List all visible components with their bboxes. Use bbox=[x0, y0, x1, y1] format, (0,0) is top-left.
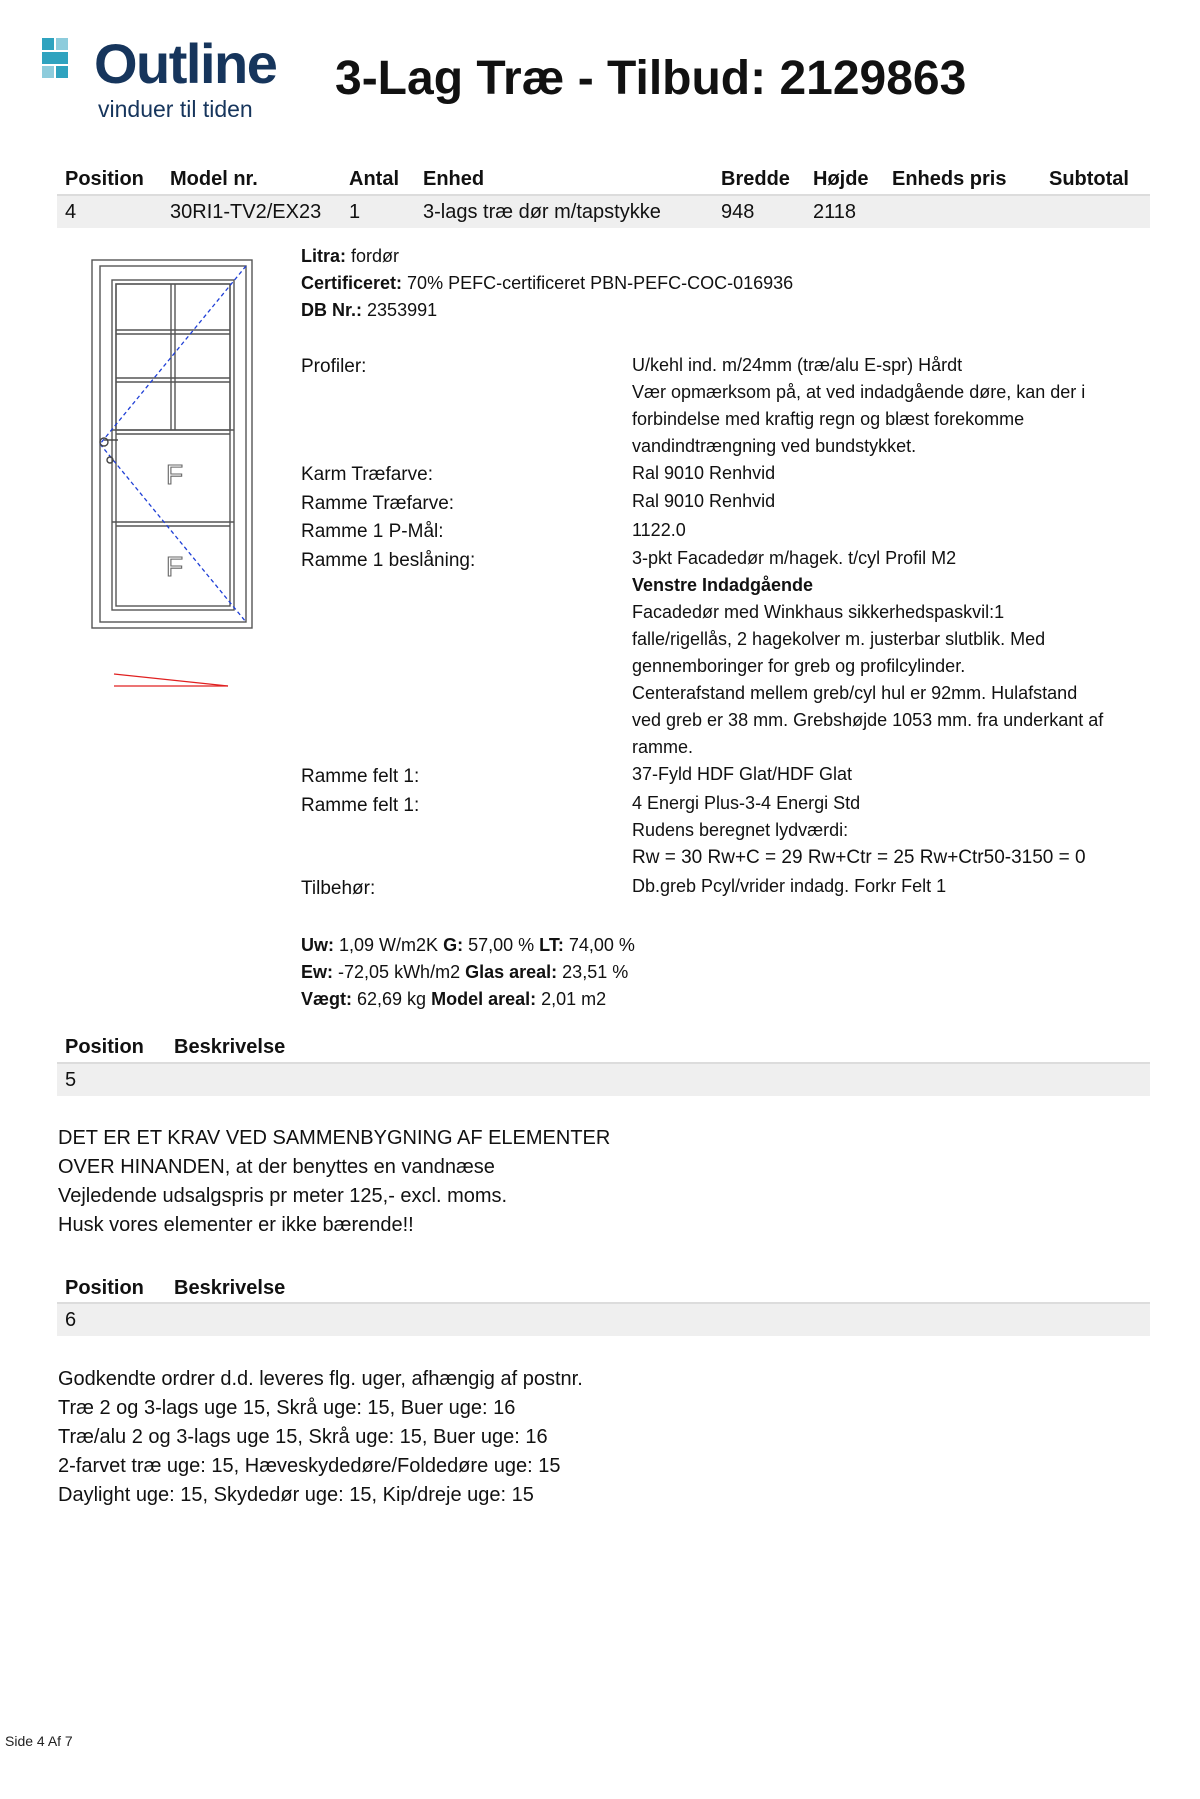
col-beskrivelse: Beskrivelse bbox=[174, 1277, 286, 1299]
section5-text: DET ER ET KRAV VED SAMMENBYGNING AF ELEMENTER OVER HINANDEN, at der benyttes en vandnæse Vejledende udsalgspris pr meter 125,- excl. moms. Husk vores elementer er ikke bærende!! bbox=[58, 1127, 611, 1236]
col-bredde: Bredde bbox=[721, 168, 790, 190]
col-antal: Antal bbox=[349, 168, 399, 190]
swing-line bbox=[114, 674, 228, 686]
spec-pmaal-label: Ramme 1 P-Mål: bbox=[301, 521, 444, 542]
spec-felt2-label: Ramme felt 1: bbox=[301, 795, 420, 816]
spec-tilbehor-label: Tilbehør: bbox=[301, 878, 376, 899]
items-table-header bbox=[57, 162, 1150, 194]
section6-text: Godkendte ordrer d.d. leveres flg. uger, afhængig af postnr. Træ 2 og 3-lags uge 15, Skrå uge: 15, Buer uge: 16 Træ/alu 2 og 3-lags uge 15, Skrå uge: 15, Buer uge: 16 2-farvet træ uge: 15, Hæveskydedøre/Foldedøre uge: 15 Daylight uge: 15, Skydedør uge: 15, Kip/dreje uge: 15 bbox=[58, 1368, 583, 1506]
document-title: 3-Lag Træ - Tilbud: 2129863 bbox=[335, 52, 967, 105]
spec-karm-value: Ral 9010 Renhvid bbox=[632, 463, 776, 483]
cell-position: 4 bbox=[65, 201, 77, 223]
door-drawing bbox=[86, 254, 266, 694]
cell-antal: 1 bbox=[349, 201, 361, 223]
panel-mark-upper: F bbox=[166, 459, 184, 490]
table-row bbox=[57, 1062, 1150, 1096]
col-position: Position bbox=[65, 1277, 144, 1299]
spec-beslaaning-value: 3-pkt Facadedør m/hagek. t/cyl Profil M2 Venstre Indadgående Facadedør med Winkhaus sikkerhedspaskvil:1 falle/rigellås, 2 hagekolver m. justerbar slutblik. Med gennemboringer for greb og profilcylinder. Centerafstand mellem greb/cyl hul er 92mm. Hulafstand ved greb er 38 mm. Grebshøjde 1053 mm. fra underkant af ramme. bbox=[632, 548, 1104, 757]
spec-pmaal-value: 1122.0 bbox=[632, 520, 686, 540]
col-enhed: Enhed bbox=[423, 168, 485, 190]
col-position: Position bbox=[65, 168, 144, 190]
cell-bredde: 948 bbox=[721, 201, 755, 223]
spec-tilbehor-value: Db.greb Pcyl/vrider indadg. Forkr Felt 1 bbox=[632, 876, 947, 896]
spec-ramme-label: Ramme Træfarve: bbox=[301, 493, 455, 514]
table-row bbox=[57, 1302, 1150, 1336]
stats-line-2: Ew: -72,05 kWh/m2 Glas areal: 23,51 % bbox=[301, 962, 629, 982]
col-position: Position bbox=[65, 1036, 144, 1058]
spec-felt2-value: 4 Energi Plus-3-4 Energi Std Rudens beregnet lydværdi: Rw = 30 Rw+C = 29 Rw+Ctr = 25 Rw+Ctr50-3150 = 0 bbox=[632, 793, 1086, 868]
col-model: Model nr. bbox=[170, 168, 258, 190]
col-enheds-pris: Enheds pris bbox=[892, 168, 1007, 190]
cell-enhed: 3-lags træ dør m/tapstykke bbox=[423, 201, 661, 223]
spec-profiler-value: U/kehl ind. m/24mm (træ/alu E-spr) Hårdt Vær opmærksom på, at ved indadgående døre, kan der i forbindelse med kraftig regn og blæst forekomme vandindtrængning ved bundstykket. bbox=[632, 355, 1086, 456]
col-hojde: Højde bbox=[813, 168, 869, 190]
section6-header bbox=[57, 1271, 1150, 1303]
meta-certificeret: Certificeret: 70% PEFC-certificeret PBN-PEFC-COC-016936 bbox=[301, 273, 794, 293]
spec-felt1-label: Ramme felt 1: bbox=[301, 766, 420, 787]
meta-db-nr: DB Nr.: 2353991 bbox=[301, 300, 438, 320]
cell-hojde: 2118 bbox=[813, 201, 857, 223]
page-number: Side 4 Af 7 bbox=[5, 1733, 73, 1749]
section5-header bbox=[57, 1030, 1150, 1062]
spec-beslaaning-label: Ramme 1 beslåning: bbox=[301, 550, 476, 571]
spec-felt1-value: 37-Fyld HDF Glat/HDF Glat bbox=[632, 764, 853, 784]
logo-wordmark: Outline bbox=[94, 32, 277, 95]
cell-model: 30RI1-TV2/EX23 bbox=[170, 201, 322, 223]
logo-mark-icon bbox=[42, 38, 84, 86]
cell-position: 5 bbox=[65, 1069, 77, 1091]
spec-karm-label: Karm Træfarve: bbox=[301, 464, 433, 485]
meta-litra: Litra: fordør bbox=[301, 246, 400, 266]
panel-mark-lower: F bbox=[166, 551, 184, 582]
col-subtotal: Subtotal bbox=[1049, 168, 1129, 190]
spec-ramme-value: Ral 9010 Renhvid bbox=[632, 491, 776, 511]
table-row bbox=[57, 194, 1150, 228]
spec-profiler-label: Profiler: bbox=[301, 356, 367, 377]
outline-logo bbox=[42, 34, 282, 124]
stats-line-3: Vægt: 62,69 kg Model areal: 2,01 m2 bbox=[301, 989, 607, 1009]
col-beskrivelse: Beskrivelse bbox=[174, 1036, 286, 1058]
logo-tagline: vinduer til tiden bbox=[98, 96, 253, 122]
cell-position: 6 bbox=[65, 1309, 77, 1331]
stats-line-1: Uw: 1,09 W/m2K G: 57,00 % LT: 74,00 % bbox=[301, 935, 635, 955]
